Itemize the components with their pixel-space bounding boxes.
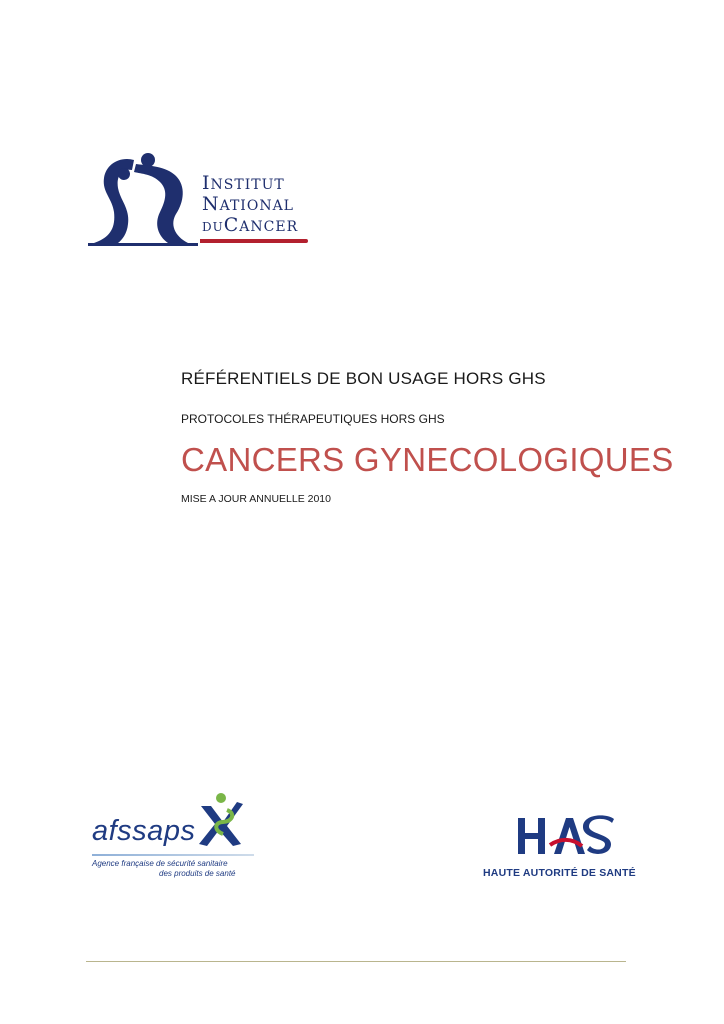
has-logo <box>480 812 655 887</box>
afssaps-tagline-1: Agence française de sécurité sanitaire <box>92 859 228 868</box>
inca-line-institut: INSTITUT <box>202 172 285 194</box>
afssaps-figure-icon <box>197 792 243 848</box>
afssaps-wordmark: afssaps <box>92 815 196 847</box>
inca-figure-icon <box>88 150 198 248</box>
has-mark-icon <box>516 812 616 862</box>
document-heading: RÉFÉRENTIELS DE BON USAGE HORS GHS <box>181 369 546 388</box>
inca-underline <box>200 239 308 243</box>
document-title: CANCERS GYNECOLOGIQUES <box>181 441 674 478</box>
document-update-note: MISE A JOUR ANNUELLE 2010 <box>181 493 331 505</box>
afssaps-tagline-2: des produits de santé <box>159 869 236 878</box>
footer-divider <box>86 961 626 962</box>
inca-line-du-cancer: DUCANCER <box>202 214 299 236</box>
inca-line-national: NATIONAL <box>202 193 294 215</box>
document-subheading: PROTOCOLES THÉRAPEUTIQUES HORS GHS <box>181 412 445 426</box>
afssaps-logo <box>89 792 269 882</box>
inca-logo <box>88 150 313 250</box>
has-caption: HAUTE AUTORITÉ DE SANTÉ <box>483 867 636 879</box>
afssaps-divider <box>92 854 254 856</box>
